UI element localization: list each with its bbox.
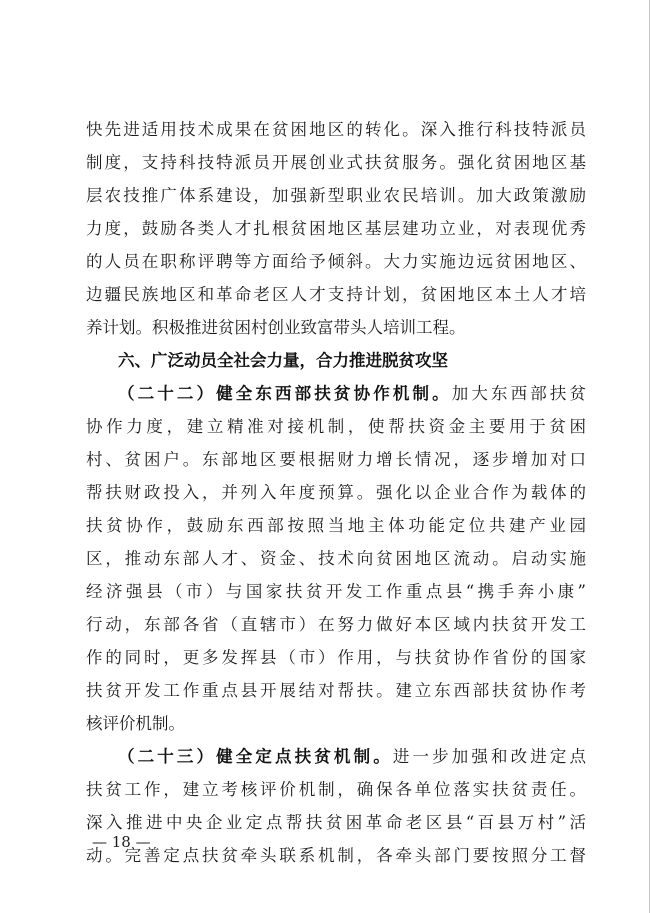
paragraph-line: 养计划。积极推进贫困村创业致富带头人培训工程。 <box>86 318 466 337</box>
paragraph-line: 行动，东部各省（直辖市）在努力做好本区域内扶贫开发工 <box>86 615 586 634</box>
paragraph-line: 扶贫协作，鼓励东西部按照当地主体功能定位共建产业园 <box>86 516 586 535</box>
paragraph-line: 扶贫工作，建立考核评价机制，确保各单位落实扶贫责任。 <box>86 780 586 799</box>
paragraph-first-line <box>118 380 586 408</box>
paragraph-line: 的人员在职称评聘等方面给予倾斜。大力实施边远贫困地区、 <box>86 252 586 271</box>
paragraph-title: （二十三）健全定点扶贫机制。 <box>118 747 393 766</box>
section-heading: 六、广泛动员全社会力量，合力推进脱贫攻坚 <box>118 351 448 370</box>
paragraph-line: 层农技推广体系建设，加强新型职业农民培训。加大政策激励 <box>86 186 586 205</box>
paragraph-line: 帮扶财政投入，并列入年度预算。强化以企业合作为载体的 <box>86 483 586 502</box>
paragraph-line: 制度，支持科技特派员开展创业式扶贫服务。强化贫困地区基 <box>86 153 586 172</box>
paragraph-text: 进一步加强和改进定点 <box>392 747 587 766</box>
paragraph-line: 边疆民族地区和革命老区人才支持计划，贫困地区本土人才培 <box>86 285 586 304</box>
paragraph-first-line <box>118 743 586 771</box>
paragraph-line: 快先进适用技术成果在贫困地区的转化。深入推行科技特派员 <box>86 120 586 139</box>
paragraph-line: 经济强县（市）与国家扶贫开发工作重点县“携手奔小康” <box>86 582 586 601</box>
paragraph-text: 加大东西部扶贫 <box>451 384 587 403</box>
paragraph-line: 扶贫开发工作重点县开展结对帮扶。建立东西部扶贫协作考 <box>86 681 586 700</box>
page-number: — 18 — <box>92 833 151 851</box>
paragraph-line: 协作力度，建立精准对接机制，使帮扶资金主要用于贫困 <box>86 417 586 436</box>
paragraph-line: 作的同时，更多发挥县（市）作用，与扶贫协作省份的国家 <box>86 648 586 667</box>
paragraph-title: （二十二）健全东西部扶贫协作机制。 <box>118 384 452 403</box>
paragraph-line: 动。完善定点扶贫牵头联系机制，各牵头部门要按照分工督 <box>86 846 586 865</box>
paragraph-line: 区，推动东部人才、资金、技术向贫困地区流动。启动实施 <box>86 549 586 568</box>
paragraph-line: 深入推进中央企业定点帮扶贫困革命老区县“百县万村”活 <box>86 813 586 832</box>
paragraph-line: 核评价机制。 <box>86 714 185 733</box>
paragraph-line: 村、贫困户。东部地区要根据财力增长情况，逐步增加对口 <box>86 450 586 469</box>
paragraph-line: 力度，鼓励各类人才扎根贫困地区基层建功立业，对表现优秀 <box>86 219 586 238</box>
